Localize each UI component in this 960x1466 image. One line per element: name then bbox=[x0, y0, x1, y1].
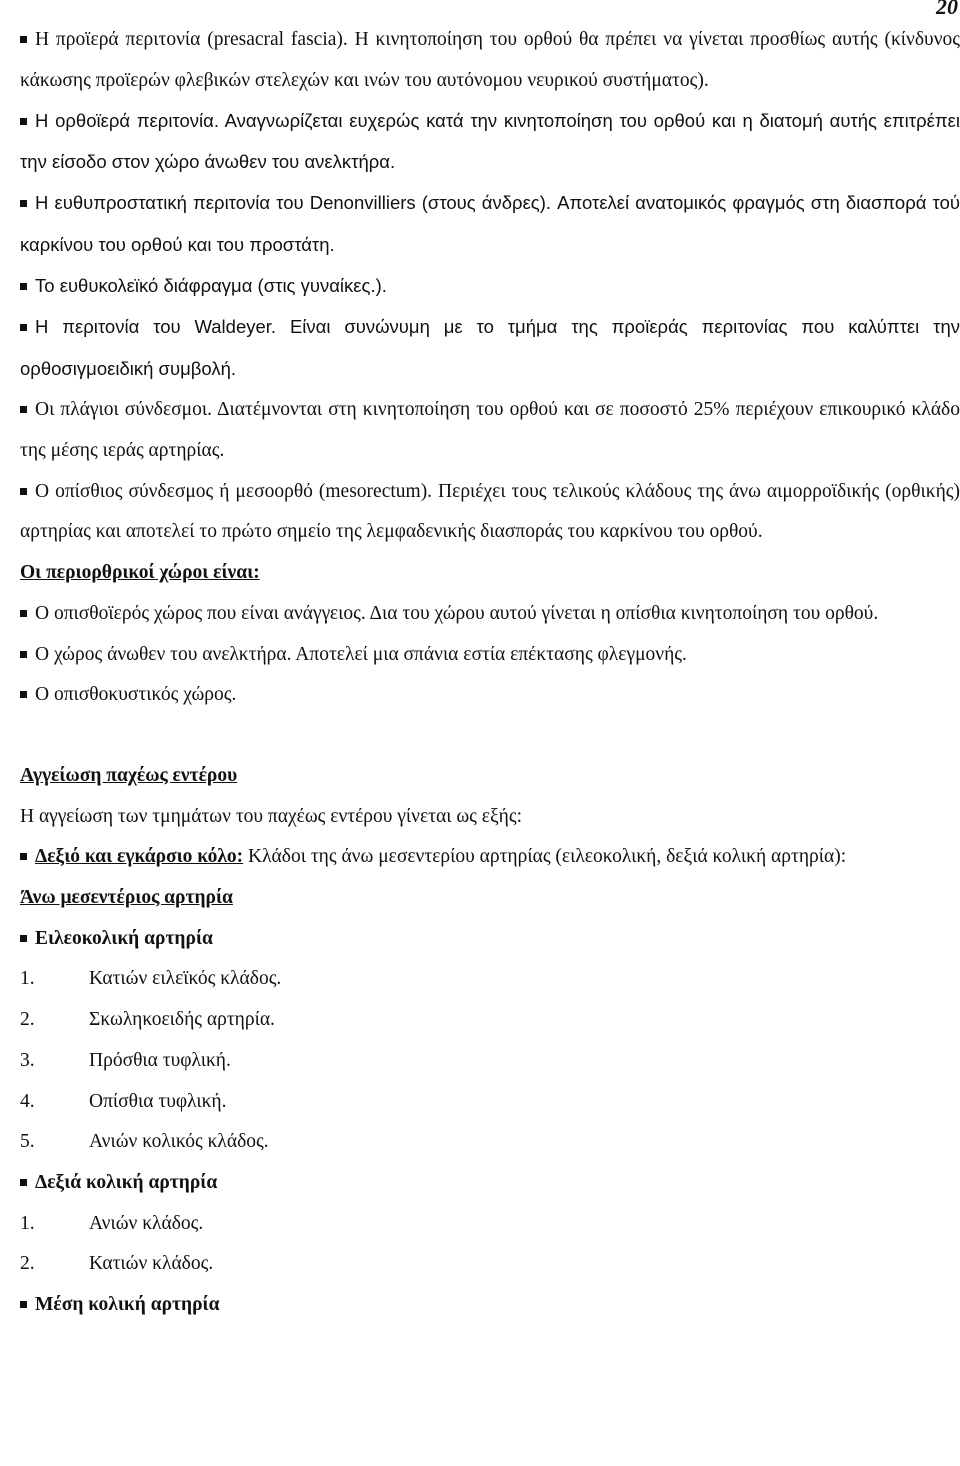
square-bullet-icon bbox=[20, 691, 27, 698]
colon-label: Δεξιό και εγκάρσιο κόλο: bbox=[35, 846, 244, 868]
branch-number: 3. bbox=[20, 1049, 35, 1071]
branch-number: 2. bbox=[20, 1253, 35, 1275]
paragraph-text: Αποτελεί ανατομικός φραγμός στη διασπορά τού καρκίνου του ορθού και του προστάτη. bbox=[20, 191, 960, 255]
branch-text: Κατιών ειλεϊκός κλάδος. bbox=[89, 968, 282, 990]
right-colic-branch bbox=[0, 1244, 960, 1285]
paragraph-text: Το ευθυκολεϊκό διάφραγμα (στις γυναίκες.). bbox=[35, 275, 387, 297]
branch-number: 1. bbox=[20, 968, 35, 990]
sma-heading: Άνω μεσεντέριος αρτηρία bbox=[20, 887, 233, 909]
perirectal-item-text: Ο οπισθοκυστικός χώρος. bbox=[35, 684, 237, 706]
vascular-intro: Η αγγείωση των τμημάτων του παχέως εντέρου γίνεται ως εξής: bbox=[20, 805, 523, 827]
branch-text: Οπίσθια τυφλική. bbox=[89, 1090, 227, 1112]
paragraph-denonvilliers bbox=[0, 183, 960, 266]
square-bullet-icon bbox=[20, 200, 27, 207]
square-bullet-icon bbox=[20, 283, 27, 290]
paragraph-text: Η ορθοϊερά περιτονία. Αναγνωρίζεται ευχερώς κατά την κινητοποίηση του ορθού και η διατομή αυτής επιτρέπει την είσοδο στον χώρο άνωθεν του ανελκτήρα. bbox=[20, 110, 960, 173]
paragraph-right-transverse-colon bbox=[0, 837, 960, 878]
square-bullet-icon bbox=[20, 935, 27, 942]
branch-number: 1. bbox=[20, 1212, 35, 1234]
branch-number: 2. bbox=[20, 1009, 35, 1031]
page-content bbox=[0, 20, 960, 1326]
square-bullet-icon bbox=[20, 1179, 27, 1186]
colon-text: Κλάδοι της άνω μεσεντερίου αρτηρίας (ειλεοκολική, δεξιά κολική αρτηρία): bbox=[243, 846, 847, 868]
paragraph-lateral-ligaments bbox=[0, 390, 960, 471]
section-spacer bbox=[0, 716, 960, 756]
ileocolic-heading bbox=[0, 919, 960, 960]
perirectal-item-text: Ο οπισθοϊερός χώρος που είναι ανάγγειος. Δια του χώρου αυτού γίνεται η οπίσθια κινητοποίηση του ορθού. bbox=[35, 602, 879, 624]
right-colic-heading bbox=[0, 1163, 960, 1204]
ileocolic-branch bbox=[0, 959, 960, 1000]
perirectal-item-text: Ο χώρος άνωθεν του ανελκτήρα. Αποτελεί μια σπάνια εστία επέκτασης φλεγμονής. bbox=[35, 643, 687, 665]
ileocolic-branch bbox=[0, 1082, 960, 1123]
paragraph-rectovaginal bbox=[0, 266, 960, 307]
square-bullet-icon bbox=[20, 324, 27, 331]
branch-text: Ανιών κολικός κλάδος. bbox=[89, 1131, 269, 1153]
perirectal-heading: Οι περιορθρικοί χώροι είναι: bbox=[20, 562, 260, 584]
square-bullet-icon bbox=[20, 488, 27, 495]
perirectal-item bbox=[0, 635, 960, 676]
square-bullet-icon bbox=[20, 651, 27, 658]
paragraph-lead: Η περιτονία του Waldeyer. bbox=[35, 315, 277, 337]
ileocolic-branch bbox=[0, 1041, 960, 1082]
paragraph-text: Διατέμνονται στη κινητοποίηση του ορθού και σε ποσοστό 25% περιέχουν επικουρικό κλάδο της μέσης ιεράς αρτηρίας. bbox=[20, 399, 960, 462]
square-bullet-icon bbox=[20, 1301, 27, 1308]
paragraph-lead: Οι πλάγιοι σύνδεσμοι. bbox=[35, 399, 213, 421]
branch-number: 5. bbox=[20, 1131, 35, 1153]
ileocolic-branch bbox=[0, 1122, 960, 1163]
square-bullet-icon bbox=[20, 610, 27, 617]
branch-number: 4. bbox=[20, 1090, 35, 1112]
middle-colic-heading bbox=[0, 1285, 960, 1326]
ileocolic-branch bbox=[0, 1000, 960, 1041]
paragraph-rectosacral bbox=[0, 101, 960, 182]
ileocolic-heading-text: Ειλεοκολική αρτηρία bbox=[35, 927, 213, 949]
square-bullet-icon bbox=[20, 118, 27, 125]
right-colic-branch bbox=[0, 1204, 960, 1245]
middle-colic-heading-text: Μέση κολική αρτηρία bbox=[35, 1294, 220, 1316]
branch-text: Πρόσθια τυφλική. bbox=[89, 1049, 231, 1071]
paragraph-text: Η προϊερά περιτονία (presacral fascia). Η κινητοποίηση του ορθού θα πρέπει να γίνεται προσθίως αυτής (κίνδυνος κάκωσης προϊερών φλεβικών στελεχών και ινών του αυτόνομου νευρικού συστήματος). bbox=[20, 29, 960, 91]
branch-text: Κατιών κλάδος. bbox=[89, 1253, 214, 1275]
right-colic-heading-text: Δεξιά κολική αρτηρία bbox=[35, 1171, 218, 1193]
paragraph-text: Ο οπίσθιος σύνδεσμος ή μεσοορθό (mesorectum). Περιέχει τους τελικούς κλάδους της άνω αιμορροϊδικής (ορθικής) αρτηρίας και αποτελεί το πρώτο σημείο της λεμφαδενικής διασποράς του καρκίνου του ορθού. bbox=[20, 480, 960, 543]
paragraph-mesorectum bbox=[0, 472, 960, 553]
paragraph-text: Είναι συνώνυμη με το τμήμα της προϊεράς περιτονίας που καλύπτει την ορθοσιγμοειδική συμβολή. bbox=[20, 315, 960, 379]
branch-text: Σκωληκοειδής αρτηρία. bbox=[89, 1009, 275, 1031]
vascular-heading: Αγγείωση παχέως εντέρου bbox=[20, 764, 238, 786]
paragraph-presacral bbox=[0, 20, 960, 101]
paragraph-waldeyer bbox=[0, 307, 960, 390]
perirectal-item bbox=[0, 594, 960, 635]
page-number: 20 bbox=[936, 0, 958, 19]
branch-text: Ανιών κλάδος. bbox=[89, 1212, 204, 1234]
square-bullet-icon bbox=[20, 406, 27, 413]
paragraph-lead: Η ευθυπροστατική περιτονία του Denonvilliers (στους άνδρες). bbox=[35, 191, 552, 213]
perirectal-item bbox=[0, 675, 960, 716]
square-bullet-icon bbox=[20, 853, 27, 860]
square-bullet-icon bbox=[20, 36, 27, 43]
